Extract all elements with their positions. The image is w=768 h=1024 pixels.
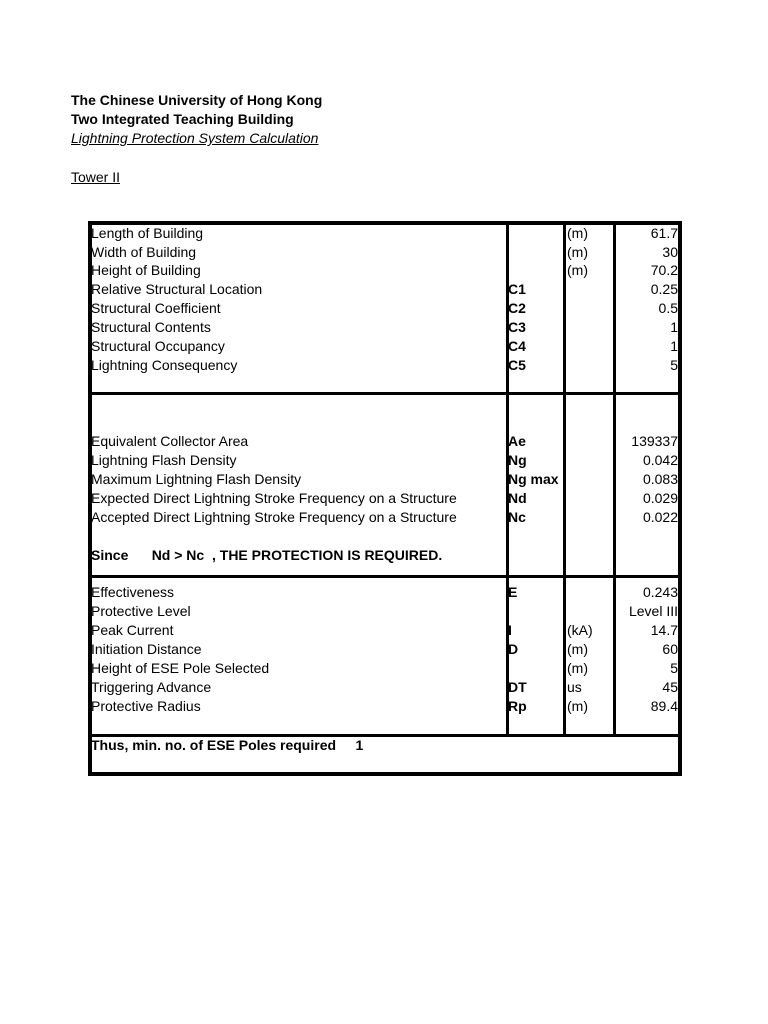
section-divider-2: [88, 575, 682, 578]
row-value: 61.7: [650, 225, 678, 241]
row-label: Peak Current: [91, 622, 174, 638]
row-label: Protective Level: [91, 603, 191, 619]
row-value: 5: [670, 357, 678, 373]
table-border-bottom: [88, 772, 682, 776]
row-unit: (kA): [567, 622, 593, 638]
row-value: 14.7: [650, 622, 678, 638]
row-value: 0.042: [642, 452, 678, 468]
row-unit: (m): [567, 660, 588, 676]
row-symbol: Nc: [508, 509, 526, 525]
row-value: 60: [662, 641, 678, 657]
ese-poles-required-statement: Thus, min. no. of ESE Poles required 1: [91, 737, 364, 753]
header-building: Two Integrated Teaching Building: [71, 111, 294, 127]
row-symbol: Nd: [508, 490, 527, 506]
header-calculation-title: Lightning Protection System Calculation: [71, 130, 319, 146]
row-label: Lightning Flash Density: [91, 452, 237, 468]
row-value: 70.2: [650, 262, 678, 278]
row-unit: (m): [567, 225, 588, 241]
row-symbol: Ng max: [508, 471, 559, 487]
row-value: 45: [662, 679, 678, 695]
row-label: Effectiveness: [91, 584, 175, 600]
row-symbol: Ng: [508, 452, 527, 468]
row-unit: (m): [567, 698, 588, 714]
row-unit: (m): [567, 641, 588, 657]
row-label: Maximum Lightning Flash Density: [91, 471, 302, 487]
row-label: Accepted Direct Lightning Stroke Frequency on a Structure: [91, 509, 457, 525]
row-label: Height of Building: [91, 262, 201, 278]
protection-required-statement: Since Nd > Nc , THE PROTECTION IS REQUIRED.: [91, 547, 443, 563]
row-label: Height of ESE Pole Selected: [91, 660, 270, 676]
row-value: 0.029: [642, 490, 678, 506]
column-divider-value: [613, 221, 616, 737]
row-unit: (m): [567, 262, 588, 278]
row-value: 30: [662, 244, 678, 260]
row-symbol: Rp: [508, 698, 527, 714]
row-label: Structural Coefficient: [91, 300, 221, 316]
header-tower: Tower II: [71, 169, 121, 185]
table-border-right: [678, 221, 682, 776]
row-value: 139337: [631, 433, 678, 449]
row-unit: (m): [567, 244, 588, 260]
row-value: 1: [670, 338, 678, 354]
row-symbol: C4: [508, 338, 526, 354]
calculation-table: [88, 221, 682, 776]
row-symbol: C1: [508, 281, 526, 297]
row-value: 0.243: [642, 584, 678, 600]
row-label: Expected Direct Lightning Stroke Frequency on a Structure: [91, 490, 457, 506]
row-label: Structural Occupancy: [91, 338, 225, 354]
row-label: Initiation Distance: [91, 641, 202, 657]
row-symbol: D: [508, 641, 519, 657]
row-symbol: C2: [508, 300, 526, 316]
row-value: 89.4: [650, 698, 678, 714]
row-label: Relative Structural Location: [91, 281, 263, 297]
row-value: Level III: [628, 603, 678, 619]
row-symbol: C3: [508, 319, 526, 335]
row-unit: us: [567, 679, 582, 695]
row-symbol: DT: [508, 679, 527, 695]
section-divider-1: [88, 392, 682, 395]
row-symbol: Ae: [508, 433, 526, 449]
row-label: Length of Building: [91, 225, 204, 241]
row-symbol: C5: [508, 357, 526, 373]
row-label: Protective Radius: [91, 698, 201, 714]
row-label: Triggering Advance: [91, 679, 212, 695]
row-value: 0.022: [642, 509, 678, 525]
row-label: Structural Contents: [91, 319, 211, 335]
header-university: The Chinese University of Hong Kong: [71, 92, 323, 108]
row-label: Width of Building: [91, 244, 197, 260]
column-divider-unit: [563, 221, 566, 737]
row-label: Equivalent Collector Area: [91, 433, 249, 449]
row-value: 0.083: [642, 471, 678, 487]
row-value: 0.5: [658, 300, 678, 316]
row-value: 0.25: [650, 281, 678, 297]
row-symbol: I: [508, 622, 512, 638]
row-symbol: E: [508, 584, 518, 600]
row-label: Lightning Consequency: [91, 357, 238, 373]
row-value: 1: [670, 319, 678, 335]
row-value: 5: [670, 660, 678, 676]
